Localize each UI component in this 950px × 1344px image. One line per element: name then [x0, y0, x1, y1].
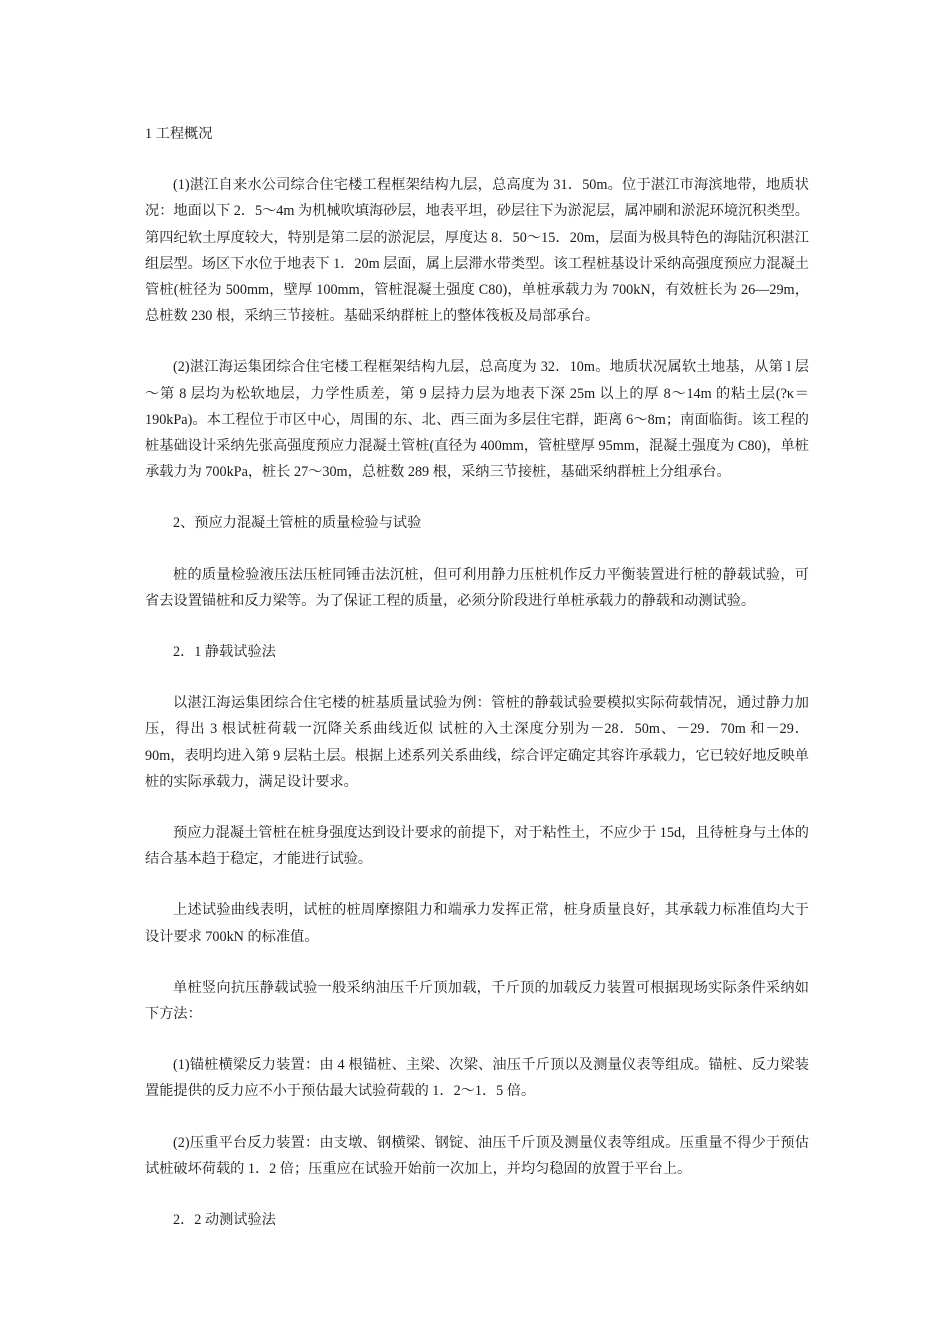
subsection-heading-2-2: 2．2 动测试验法 — [173, 1212, 276, 1229]
paragraph-static-test-example: 以湛江海运集团综合住宅楼的桩基质量试验为例：管桩的静载试验要模拟实际荷载情况，通过静力加压，得出 3 根试桩荷载一沉降关系曲线近似 试桩的入土深度分别为－28．50m、－29．70m 和－29．90m，表明均进入第 9 层粘土层。根据上述系列关系曲线，综合评定确定其容许承载力，它已较好地反映单桩的实际承载力，满足设计要求。 — [145, 695, 809, 790]
section-heading-1: 1 工程概况 — [145, 126, 213, 142]
paragraph-anchor-pile-method: (1)锚桩横梁反力装置：由 4 根锚桩、主梁、次梁、油压千斤顶以及测量仪表等组成。锚桩、反力梁装置能提供的反力应不小于预估最大试验荷载的 1．2～1．5 倍。 — [145, 1057, 809, 1100]
paragraph-project-1: (1)湛江自来水公司综合住宅楼工程框架结构九层，总高度为 31．50m。位于湛江市海滨地带，地质状况：地面以下 2．5～4m 为机械吹填海砂层，地表平坦，砂层往下为淤泥层，属冲刷和淤泥环境沉积类型。第四纪软土厚度较大，特别是第二层的淤泥层，厚度达 8．50～15．20m，层面为极具特色的海陆沉积湛江组层型。场区下水位于地表下 1．20m 层面，属上层滞水带类型。该工程桩基设计采纳高强度预应力混凝土管桩(桩径为 500mm，壁厚 100mm，管桩混凝土强度 C80)，单桩承载力为 700kN，有效桩长为 26—29m，总桩数 230 根，采纳三节接桩。基础采纳群桩上的整体筏板及局部承台。 — [145, 177, 809, 325]
section-heading-2: 2、预应力混凝土管桩的质量检验与试验 — [173, 515, 422, 532]
paragraph-loading-methods: 单桩竖向抗压静载试验一般采纳油压千斤顶加载，千斤顶的加载反力装置可根据现场实际条件采纳如下方法： — [145, 979, 809, 1023]
paragraph-test-timing: 预应力混凝土管桩在桩身强度达到设计要求的前提下，对于粘性土，不应少于 15d，且待桩身与土体的结合基本趋于稳定，才能进行试验。 — [145, 825, 809, 868]
paragraph-project-2: (2)湛江海运集团综合住宅楼工程框架结构九层，总高度为 32．10m。地质状况属软土地基，从第 l 层～第 8 层均为松软地层，力学性质差，第 9 层持力层为地表下深 25m 以上的厚 8～14m 的粘土层(?κ＝190kPa)。本工程位于市区中心，周围的东、北、西三面为多层住宅群，距离 6～8m；南面临街。该工程的桩基础设计采纳先张高强度预应力混凝土管桩(直径为 400mm，管桩壁厚 95mm，混凝土强度为 C80)，单桩承载力为 700kPa，桩长 27～30m，总桩数 289 根，采纳三节接桩，基础采纳群桩上分组承台。 — [145, 359, 809, 481]
subsection-heading-2-1: 2．1 静载试验法 — [173, 644, 276, 661]
paragraph-test-results: 上述试验曲线表明，试桩的桩周摩擦阻力和端承力发挥正常，桩身质量良好，其承载力标准值均大于设计要求 700kN 的标准值。 — [145, 902, 809, 945]
paragraph-ballast-platform-method: (2)压重平台反力装置：由支墩、钢横梁、钢锭、油压千斤顶及测量仪表等组成。压重量不得少于预估试桩破坏荷载的 1．2 倍；压重应在试验开始前一次加上，并均匀稳固的放置于平台上。 — [145, 1134, 809, 1177]
paragraph-quality-inspection: 桩的质量检验液压法压桩同锤击法沉桩，但可利用静力压桩机作反力平衡装置进行桩的静载试验，可省去设置锚桩和反力梁等。为了保证工程的质量，必须分阶段进行单桩承载力的静载和动测试验。 — [145, 566, 809, 609]
document-page — [145, 121, 809, 1258]
